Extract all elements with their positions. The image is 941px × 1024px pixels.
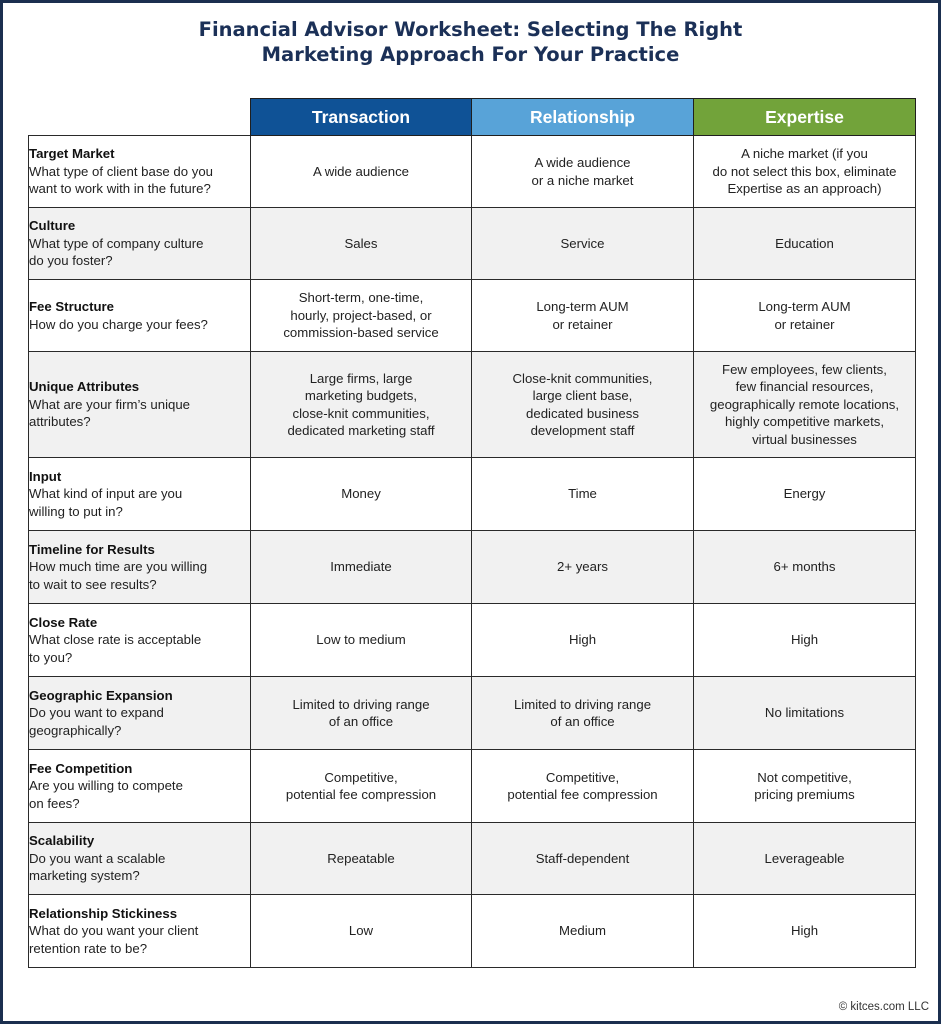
answer-line: geographically remote locations, bbox=[709, 396, 900, 412]
answer-cell-expertise bbox=[694, 895, 916, 968]
criterion-title: Culture bbox=[29, 218, 76, 234]
criterion-title: Input bbox=[29, 468, 62, 484]
answer-cell-transaction bbox=[251, 677, 472, 750]
answer-line: few financial resources, bbox=[735, 379, 874, 395]
table-row bbox=[29, 895, 916, 968]
table-row bbox=[29, 604, 916, 677]
answer-cell-relationship bbox=[472, 604, 694, 677]
criterion-title: Fee Structure bbox=[29, 299, 115, 314]
worksheet-body bbox=[29, 136, 916, 968]
answer-line: virtual businesses bbox=[752, 431, 857, 447]
answer-cell-transaction bbox=[251, 895, 472, 968]
answer-line: 6+ months bbox=[773, 559, 836, 575]
answer-line: Energy bbox=[783, 486, 826, 502]
question-cell bbox=[29, 352, 251, 458]
criterion-question-line: What close rate is acceptable bbox=[29, 632, 202, 648]
answer-line: Close-knit communities, bbox=[512, 370, 653, 386]
criterion-question-line: Do you want a scalable bbox=[29, 850, 166, 866]
criterion-title: Fee Competition bbox=[29, 760, 133, 776]
answer-cell-expertise bbox=[694, 352, 916, 458]
column-header-transaction: Transaction bbox=[251, 99, 472, 136]
answer-cell-transaction bbox=[251, 458, 472, 531]
question-cell bbox=[29, 280, 251, 352]
criterion-question-line: willing to put in? bbox=[29, 503, 123, 519]
header-row bbox=[29, 99, 916, 136]
answer-line: dedicated marketing staff bbox=[287, 423, 435, 438]
answer-cell-relationship bbox=[472, 750, 694, 823]
answer-line: Education bbox=[775, 235, 834, 251]
answer-cell-relationship bbox=[472, 823, 694, 895]
answer-cell-expertise bbox=[694, 280, 916, 352]
criterion-question-line: want to work with in the future? bbox=[29, 181, 211, 197]
criterion-question-line: What are your firm’s unique bbox=[29, 396, 191, 412]
answer-line: A wide audience bbox=[534, 155, 631, 170]
answer-cell-transaction bbox=[251, 604, 472, 677]
question-cell bbox=[29, 604, 251, 677]
answer-cell-expertise bbox=[694, 136, 916, 208]
answer-line: A niche market (if you bbox=[741, 146, 868, 162]
answer-line: High bbox=[790, 632, 819, 648]
column-header-relationship: Relationship bbox=[472, 99, 694, 136]
criterion-title: Relationship Stickiness bbox=[29, 905, 178, 921]
answer-line: Not competitive, bbox=[757, 769, 852, 785]
question-cell bbox=[29, 458, 251, 531]
question-cell bbox=[29, 895, 251, 968]
answer-cell-transaction bbox=[251, 823, 472, 895]
table-row bbox=[29, 280, 916, 352]
answer-line: Limited to driving range bbox=[292, 696, 430, 712]
answer-cell-expertise bbox=[694, 531, 916, 604]
criterion-question-line: attributes? bbox=[29, 414, 91, 430]
title-line: Marketing Approach For Your Practice bbox=[261, 43, 680, 66]
table-row bbox=[29, 677, 916, 750]
answer-line: Large firms, large bbox=[309, 370, 413, 386]
answer-line: dedicated business bbox=[526, 405, 639, 421]
table-row bbox=[29, 823, 916, 895]
question-cell bbox=[29, 750, 251, 823]
criterion-question-line: to wait to see results? bbox=[29, 576, 157, 592]
answer-line: Low bbox=[348, 923, 374, 939]
answer-line: development staff bbox=[530, 423, 635, 438]
question-cell bbox=[29, 136, 251, 208]
answer-line: Immediate bbox=[330, 559, 392, 575]
criterion-question-line: What do you want your client bbox=[29, 923, 199, 939]
answer-line: large client base, bbox=[532, 388, 633, 403]
criterion-question-line: marketing system? bbox=[29, 868, 140, 884]
empty-corner bbox=[29, 99, 251, 136]
criterion-title: Scalability bbox=[29, 833, 95, 849]
answer-line: marketing budgets, bbox=[304, 388, 418, 403]
criterion-question-line: How much time are you willing bbox=[29, 559, 208, 575]
answer-cell-transaction bbox=[251, 208, 472, 280]
question-cell bbox=[29, 531, 251, 604]
answer-line: A wide audience bbox=[312, 163, 410, 179]
answer-line: Sales bbox=[344, 235, 378, 251]
answer-cell-transaction bbox=[251, 280, 472, 352]
criterion-title: Timeline for Results bbox=[29, 541, 155, 557]
answer-line: Short-term, one-time, bbox=[298, 290, 424, 306]
answer-line: of an office bbox=[550, 714, 615, 729]
answer-line: High bbox=[568, 632, 597, 648]
answer-cell-relationship bbox=[472, 280, 694, 352]
answer-line: Repeatable bbox=[327, 850, 395, 866]
answer-cell-relationship bbox=[472, 352, 694, 458]
answer-line: or a niche market bbox=[531, 172, 634, 188]
answer-cell-expertise bbox=[694, 208, 916, 280]
question-cell bbox=[29, 208, 251, 280]
answer-line: highly competitive markets, bbox=[724, 414, 885, 430]
answer-line: potential fee compression bbox=[507, 787, 658, 802]
answer-line: Long-term AUM bbox=[536, 299, 629, 314]
criterion-question-line: How do you charge your fees? bbox=[29, 316, 208, 332]
answer-cell-expertise bbox=[694, 458, 916, 531]
answer-line: Competitive, bbox=[545, 769, 620, 785]
answer-cell-transaction bbox=[251, 531, 472, 604]
answer-line: 2+ years bbox=[557, 559, 608, 575]
answer-line: Limited to driving range bbox=[513, 696, 652, 712]
answer-cell-relationship bbox=[472, 677, 694, 750]
question-cell bbox=[29, 823, 251, 895]
criterion-question-line: What kind of input are you bbox=[29, 486, 183, 502]
table-row bbox=[29, 352, 916, 458]
table-row bbox=[29, 136, 916, 208]
answer-line: commission-based service bbox=[283, 325, 439, 341]
answer-cell-transaction bbox=[251, 136, 472, 208]
criterion-question-line: Do you want to expand bbox=[29, 705, 164, 721]
criterion-title: Geographic Expansion bbox=[29, 687, 173, 703]
answer-line: or retainer bbox=[774, 316, 835, 332]
criterion-title: Close Rate bbox=[29, 614, 98, 630]
answer-line: Few employees, few clients, bbox=[722, 361, 887, 377]
answer-cell-transaction bbox=[251, 352, 472, 458]
criterion-question-line: geographically? bbox=[29, 722, 122, 738]
answer-line: Time bbox=[568, 486, 597, 502]
criterion-question-line: What type of company culture bbox=[29, 235, 204, 251]
answer-line: Leverageable bbox=[764, 850, 845, 866]
answer-cell-expertise bbox=[694, 604, 916, 677]
answer-line: of an office bbox=[328, 714, 394, 729]
answer-line: do not select this box, eliminate bbox=[712, 163, 897, 179]
question-cell bbox=[29, 677, 251, 750]
criterion-question-line: retention rate to be? bbox=[29, 940, 148, 956]
answer-line: No limitations bbox=[764, 705, 845, 721]
answer-cell-relationship bbox=[472, 895, 694, 968]
worksheet-table bbox=[28, 98, 916, 968]
criterion-question-line: to you? bbox=[29, 649, 73, 665]
criterion-question-line: What type of client base do you bbox=[29, 163, 214, 179]
criterion-question-line: on fees? bbox=[29, 795, 80, 811]
table-row bbox=[29, 458, 916, 531]
answer-line: close-knit communities, bbox=[292, 405, 430, 421]
answer-cell-transaction bbox=[251, 750, 472, 823]
answer-cell-expertise bbox=[694, 750, 916, 823]
answer-line: Long-term AUM bbox=[758, 299, 851, 314]
page-title bbox=[0, 17, 941, 67]
answer-line: Low to medium bbox=[316, 632, 406, 648]
answer-line: or retainer bbox=[552, 316, 613, 332]
answer-line: Expertise as an approach) bbox=[727, 181, 882, 197]
answer-line: potential fee compression bbox=[285, 787, 437, 802]
answer-line: Service bbox=[560, 235, 605, 251]
copyright-notice: © kitces.com LLC bbox=[838, 1001, 929, 1013]
answer-line: Staff-dependent bbox=[535, 850, 630, 866]
answer-cell-expertise bbox=[694, 677, 916, 750]
answer-line: Medium bbox=[559, 923, 606, 939]
table-row bbox=[29, 531, 916, 604]
answer-line: High bbox=[790, 923, 819, 939]
answer-cell-relationship bbox=[472, 208, 694, 280]
answer-line: Competitive, bbox=[324, 769, 398, 785]
answer-cell-relationship bbox=[472, 458, 694, 531]
answer-cell-relationship bbox=[472, 136, 694, 208]
criterion-title: Unique Attributes bbox=[29, 379, 140, 395]
table-row bbox=[29, 208, 916, 280]
column-header-expertise: Expertise bbox=[694, 99, 916, 136]
answer-cell-relationship bbox=[472, 531, 694, 604]
answer-cell-expertise bbox=[694, 823, 916, 895]
criterion-question-line: Are you willing to compete bbox=[29, 778, 183, 794]
criterion-question-line: do you foster? bbox=[29, 253, 113, 269]
table-row bbox=[29, 750, 916, 823]
answer-line: hourly, project-based, or bbox=[290, 307, 432, 323]
answer-line: pricing premiums bbox=[754, 787, 855, 802]
answer-line: Money bbox=[341, 486, 381, 502]
criterion-title: Target Market bbox=[29, 146, 115, 162]
title-line: Financial Advisor Worksheet: Selecting The Right bbox=[198, 18, 743, 41]
